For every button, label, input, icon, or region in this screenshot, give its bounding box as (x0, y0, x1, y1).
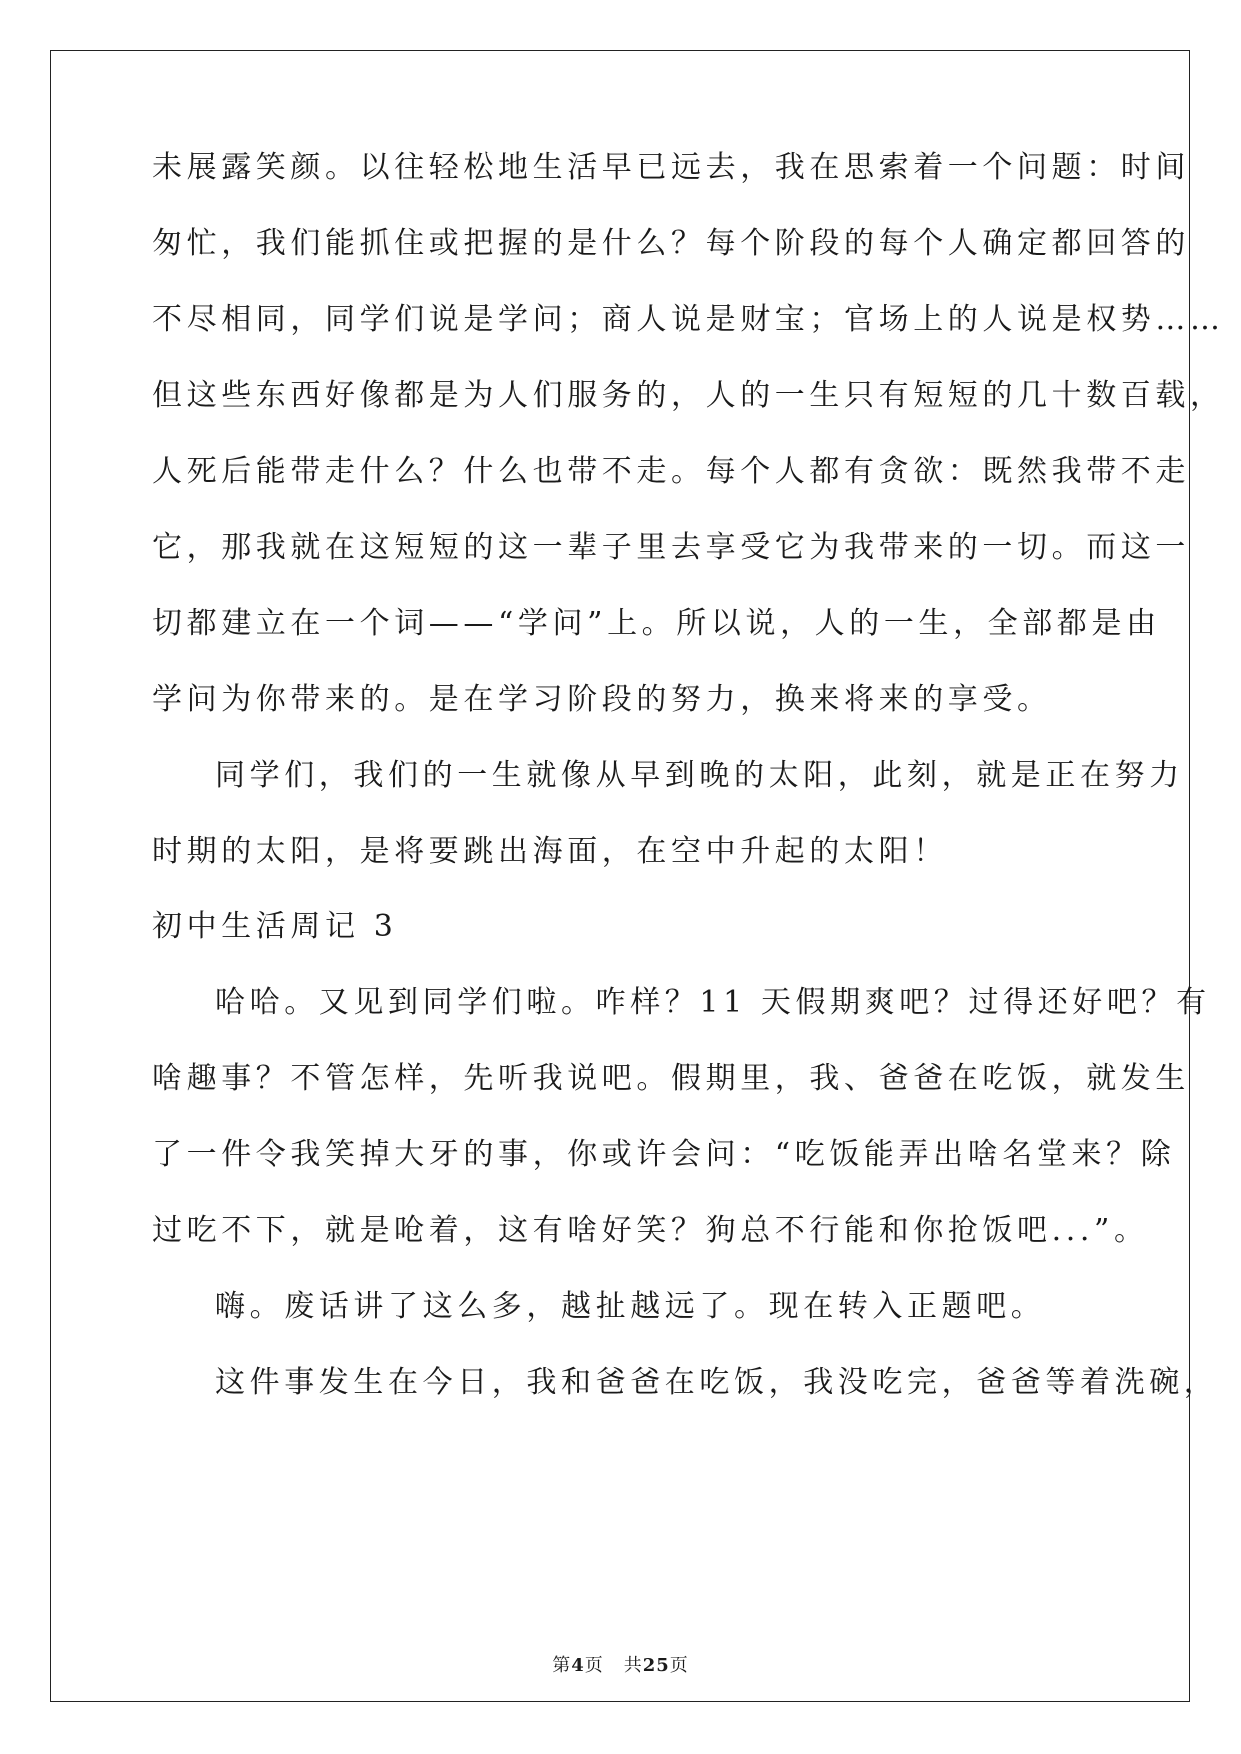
text-line: 嗨。废话讲了这么多，越扯越远了。现在转入正题吧。 (215, 1289, 1046, 1324)
total-pages: 25 (642, 1655, 670, 1676)
text-line: 过吃不下，就是呛着，这有啥好笑？狗总不行能和你抢饭吧...”。 (152, 1213, 1149, 1248)
text-line: 了一件令我笑掉大牙的事，你或许会问：“吃饭能弄出啥名堂来？除 (152, 1137, 1176, 1172)
text-line: 同学们，我们的一生就像从早到晚的太阳，此刻，就是正在努力 (215, 758, 1184, 793)
text-line: 时期的太阳，是将要跳出海面，在空中升起的太阳！ (152, 834, 948, 869)
text-line: 未展露笑颜。以往轻松地生活早已远去，我在思索着一个问题：时间 (152, 150, 1190, 185)
total-prefix: 共 (623, 1655, 643, 1676)
text-line: 匆忙，我们能抓住或把握的是什么？每个阶段的每个人确定都回答的 (152, 226, 1190, 261)
text-line: 哈哈。又见到同学们啦。咋样？11 天假期爽吧？过得还好吧？有 (215, 985, 1211, 1020)
page-suffix: 页 (584, 1655, 604, 1676)
text-line: 但这些东西好像都是为人们服务的，人的一生只有短短的几十数百载， (152, 378, 1225, 413)
text-line: 它，那我就在这短短的这一辈子里去享受它为我带来的一切。而这一 (152, 530, 1190, 565)
page-footer (0, 1651, 1241, 1677)
text-line: 啥趣事？不管怎样，先听我说吧。假期里，我、爸爸在吃饭，就发生 (152, 1061, 1190, 1096)
text-line: 学问为你带来的。是在学习阶段的努力，换来将来的享受。 (152, 682, 1052, 717)
text-line: 这件事发生在今日，我和爸爸在吃饭，我没吃完，爸爸等着洗碗， (215, 1365, 1219, 1400)
text-line: 切都建立在一个词——“学问”上。所以说，人的一生，全部都是由 (152, 606, 1161, 641)
page-number: 4 (571, 1655, 585, 1676)
section-heading: 初中生活周记 3 (152, 909, 398, 944)
total-suffix: 页 (669, 1655, 689, 1676)
page-prefix: 第 (552, 1655, 572, 1676)
page-border (50, 50, 1190, 1702)
text-line: 不尽相同，同学们说是学问；商人说是财宝；官场上的人说是权势…… (152, 302, 1225, 337)
text-line: 人死后能带走什么？什么也带不走。每个人都有贪欲：既然我带不走 (152, 454, 1190, 489)
